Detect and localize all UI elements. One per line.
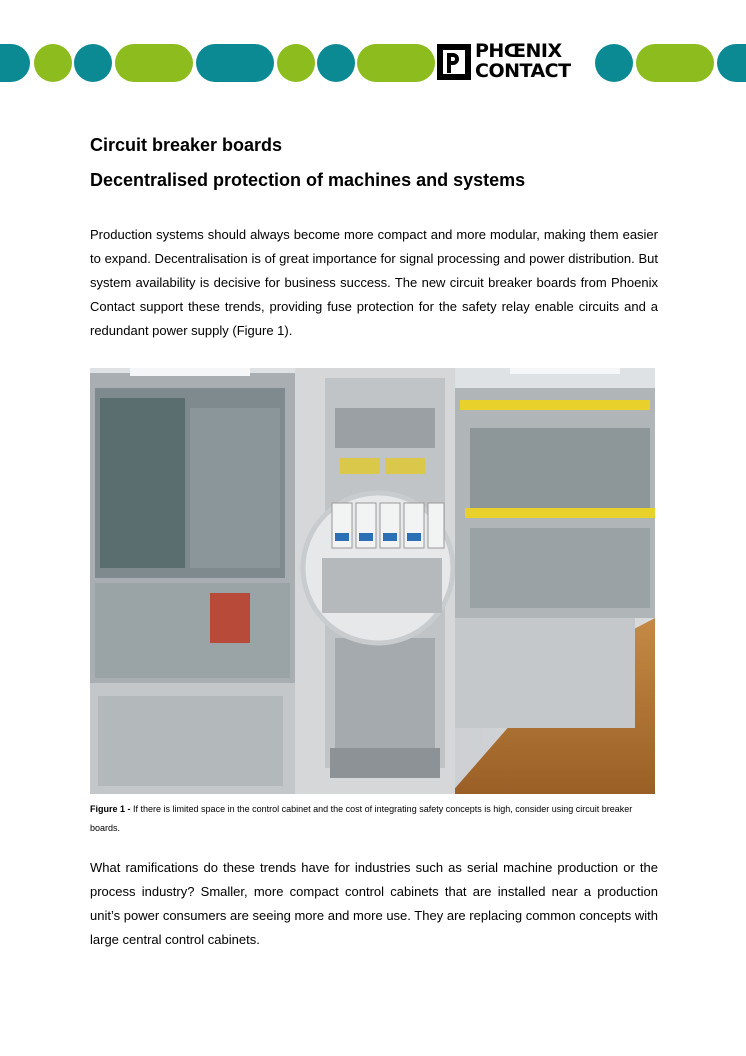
logo-line1: PHŒNIX	[475, 40, 562, 62]
teal-pill	[0, 44, 30, 82]
figure-label: Figure 1 -	[90, 804, 131, 814]
green-dot	[277, 44, 315, 82]
green-pill	[115, 44, 193, 82]
control-cabinet-photo	[90, 368, 655, 794]
document-title: Circuit breaker boards	[90, 135, 283, 155]
figure-caption	[90, 800, 662, 838]
teal-dot	[74, 44, 112, 82]
teal-pill	[196, 44, 274, 82]
figure-caption-text: If there is limited space in the control cabinet and the cost of integrating safety concepts is high, consider using circuit breaker boards.	[90, 804, 633, 833]
figure-photo	[90, 368, 655, 794]
green-pill	[636, 44, 714, 82]
green-dot	[34, 44, 72, 82]
teal-dot	[595, 44, 633, 82]
logo-text	[475, 42, 571, 82]
second-paragraph: What ramifications do these trends have for industries such as serial machine production or the process industry? Smaller, more compact control cabinets that are installed near a production unit’s power consumers are seeing more and more use. They are replacing common concepts with large central control cabinets.	[90, 860, 658, 947]
phoenix-contact-logo	[437, 42, 592, 84]
green-pill	[357, 44, 435, 82]
logo-line2: CONTACT	[475, 60, 571, 82]
intro-paragraph: Production systems should always become more compact and more modular, making them easier to expand. Decentralisation is of great importance for signal processing and power distribution. But system availability is decisive for business success. The new circuit breaker boards from Phoenix Contact support these trends, providing fuse protection for the safety relay enable circuits and a redundant power supply (Figure 1).	[90, 227, 658, 338]
teal-pill	[717, 44, 746, 82]
teal-dot	[317, 44, 355, 82]
logo-mark-icon	[437, 44, 471, 80]
document-subtitle: Decentralised protection of machines and systems	[90, 170, 526, 190]
decorative-banner	[0, 40, 746, 82]
